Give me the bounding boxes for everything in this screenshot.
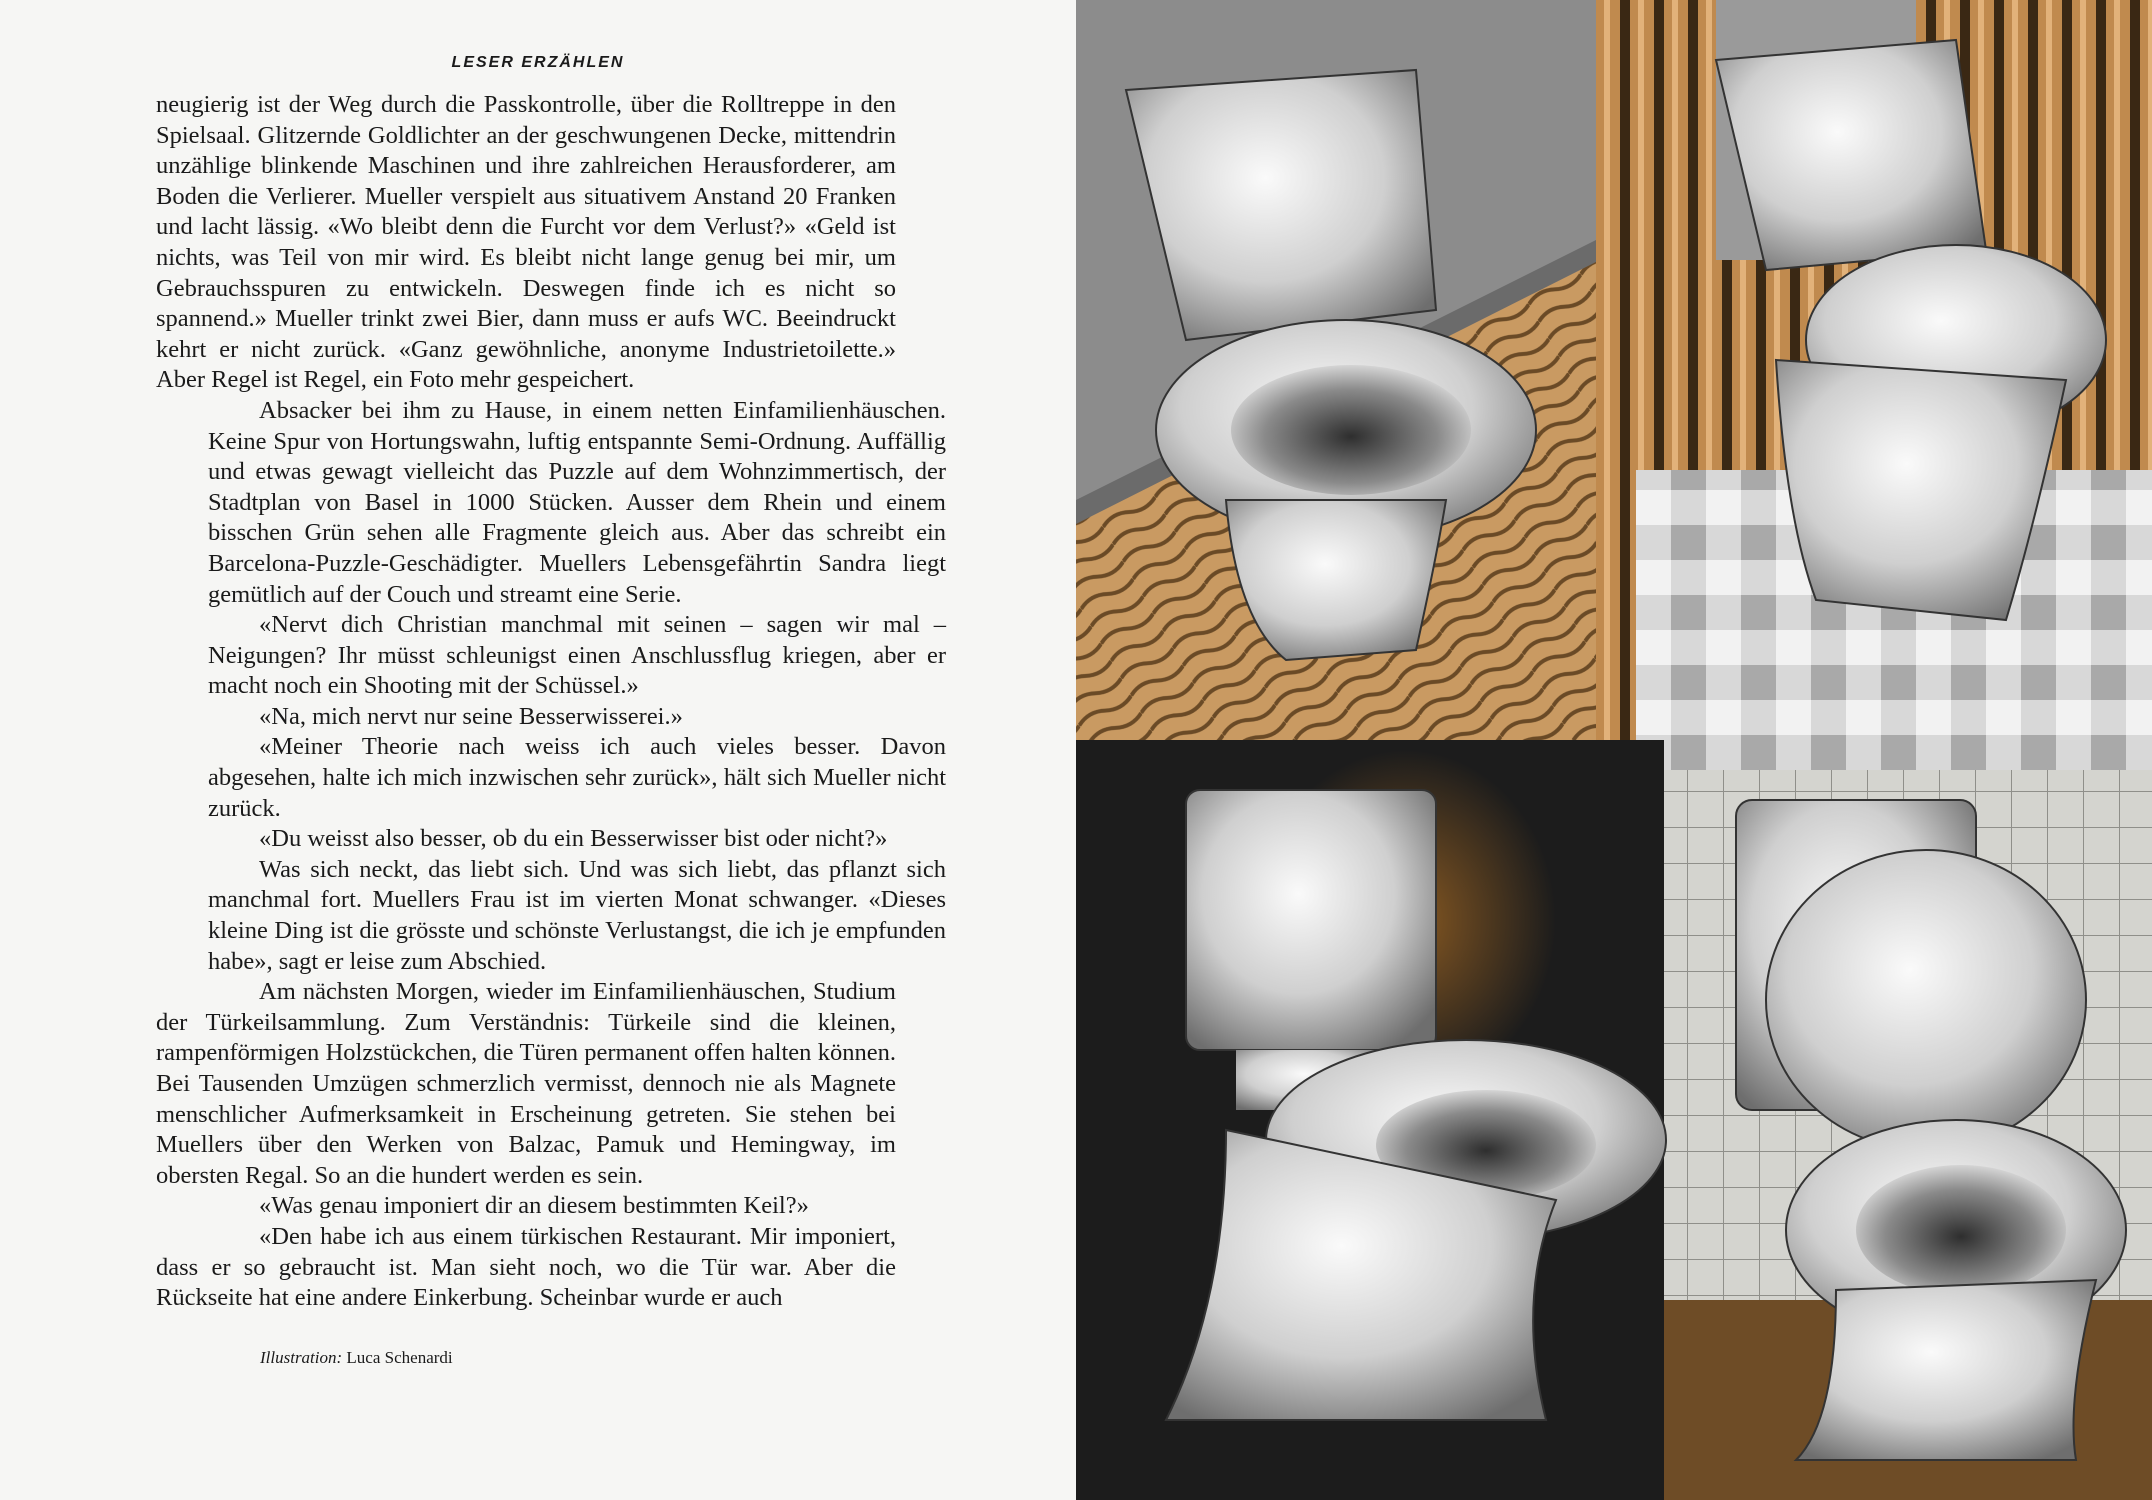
paragraph: Was sich neckt, das liebt sich. Und was sich liebt, das pflanzt sich manchmal fort. Muellers Frau ist im vierten Monat schwanger. «Dieses kleine Ding ist die grösste und schönste Verlustangst, die ich je empfunden habe», sagt er leise zum Abschied. (208, 855, 946, 975)
illustration (1076, 0, 2152, 1500)
running-head: LESER ERZÄHLEN (451, 54, 625, 71)
paragraph: «Nervt dich Christian manchmal mit seinen – sagen wir mal – Neigungen? Ihr müsst schleunigst einen Anschlussflug kriegen, aber er macht noch ein Shooting mit der Schüssel.» (208, 611, 946, 700)
paragraph: Am nächsten Morgen, wieder im Einfamilienhäuschen, Studium der Türkeilsammlung. Zum Verständnis: Türkeile sind die kleinen, rampenförmigen Holzstückchen, die Türen permanent offen halten können. Bei Tausenden Umzügen schmerzlich vermisst, dennoch nie als Magnete menschlicher Aufmerksamkeit in Erscheinung getreten. Sie stehen bei Muellers über den Werken von Balzac, Pamuk und Hemingway, im obersten Regal. So an die hundert werden es sein. (156, 978, 896, 1189)
paragraph: «Meiner Theorie nach weiss ich auch vieles besser. Davon abgesehen, halte ich mich inzwischen sehr zurück», hält sich Mueller nicht zurück. (208, 733, 946, 822)
credit-name: Luca Schenardi (346, 1348, 453, 1367)
paragraph: Absacker bei ihm zu Hause, in einem netten Einfamilienhäuschen. Keine Spur von Hortungswahn, luftig entspannte Semi-Ordnung. Auffällig und etwas gewagt vielleicht das Puzzle auf dem Wohnzimmertisch, der Stadtplan von Basel in 1000 Stücken. Ausser dem Rhein und einem bisschen Grün sehen alle Fragmente gleich aus. Aber das schreibt ein Barcelona-Puzzle-Geschädigter. Muellers Lebensgefährtin Sandra liegt gemütlich auf der Couch und streamt eine Serie. (208, 396, 946, 608)
article-body (156, 90, 946, 1314)
illustration-credit (260, 1348, 453, 1368)
paragraph: «Den habe ich aus einem türkischen Restaurant. Mir imponiert, dass er so gebraucht ist. Man sieht noch, wo die Tür war. Aber die Rückseite hat eine andere Einkerbung. Scheinbar wurde er auch (156, 1222, 896, 1312)
paragraph: «Was genau imponiert dir an diesem bestimmten Keil?» (259, 1192, 809, 1220)
paragraph: «Du weisst also besser, ob du ein Besserwisser bist oder nicht?» (259, 825, 888, 853)
paragraph: «Na, mich nervt nur seine Besserwisserei.» (259, 702, 683, 730)
credit-label: Illustration: (260, 1348, 343, 1367)
paragraph: neugierig ist der Weg durch die Passkontrolle, über die Rolltreppe in den Spielsaal. Glitzernde Goldlichter an der geschwungenen Decke, mittendrin unzählige blinkende Maschinen und ihre zahlreichen Herausforderer, am Boden die Verlierer. Mueller verspielt aus situativem Anstand 20 Franken und lacht lässig. «Wo bleibt denn die Furcht vor dem Verlust?» «Geld ist nichts, was Teil von mir wird. Es bleibt nicht lange genug bei mir, um Gebrauchsspuren zu entwickeln. Deswegen finde ich es nicht so spannend.» Mueller trinkt zwei Bier, dann muss er aufs WC. Beeindruckt kehrt er nicht zurück. «Ganz gewöhnliche, anonyme Industrietoilette.» Aber Regel ist Regel, ein Foto mehr gespeichert. (156, 91, 896, 394)
toilet-illustration (1076, 0, 2152, 1500)
